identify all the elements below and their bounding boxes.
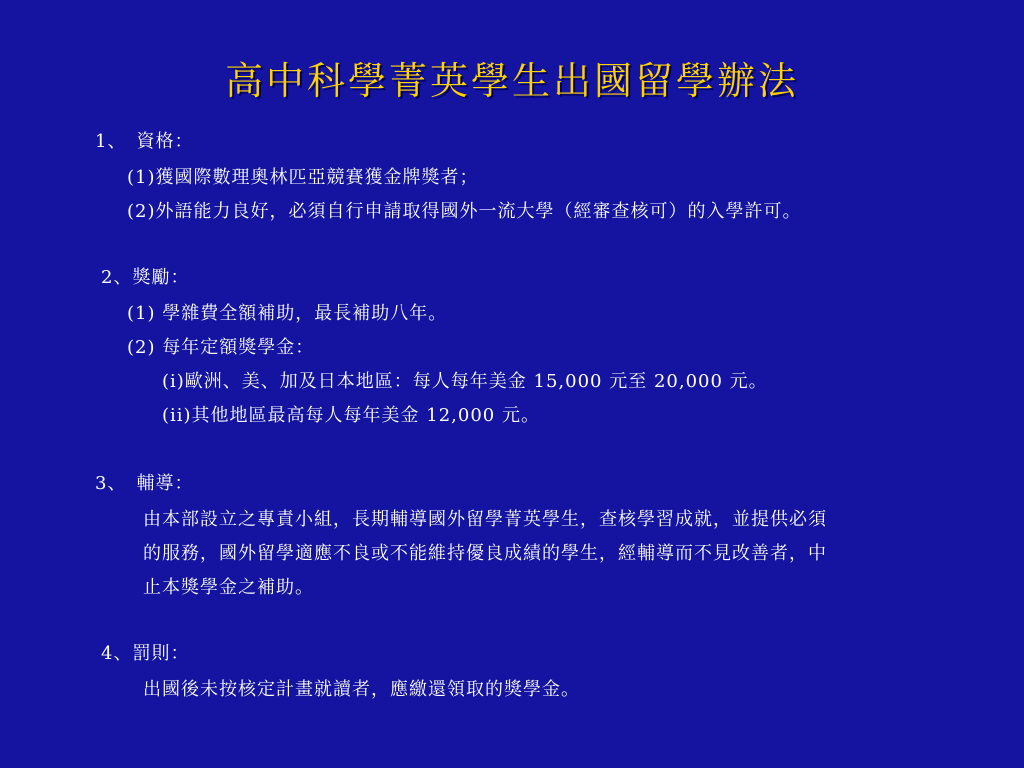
slide-title: 高中科學菁英學生出國留學辦法 — [224, 59, 799, 103]
reward-item: (2) 每年定額獎學金： — [127, 337, 315, 358]
penalty-item: 出國後未按核定計畫就讀者，應繳還領取的獎學金。 — [143, 679, 580, 700]
reward-subitem: (ii)其他地區最高每人每年美金 12,000 元。 — [162, 405, 540, 426]
guidance-paragraph-line: 止本獎學金之補助。 — [143, 577, 314, 598]
section-heading-reward: 2、獎勵： — [101, 267, 190, 288]
qualification-item: (2)外語能力良好，必須自行申請取得國外一流大學（經審查核可）的入學許可。 — [127, 201, 802, 222]
section-heading-qualification: 1、 資格： — [95, 131, 194, 152]
reward-item: (1) 學雜費全額補助，最長補助八年。 — [127, 303, 448, 324]
section-heading-guidance: 3、 輔導： — [95, 473, 194, 494]
guidance-paragraph-line: 由本部設立之專責小組，長期輔導國外留學菁英學生，查核學習成就，並提供必須 — [143, 509, 827, 530]
section-heading-penalty: 4、罰則： — [101, 643, 190, 664]
guidance-paragraph-line: 的服務，國外留學適應不良或不能維持優良成績的學生，經輔導而不見改善者，中 — [143, 543, 827, 564]
reward-subitem: (i)歐洲、美、加及日本地區：每人每年美金 15,000 元至 20,000 元。 — [162, 371, 768, 392]
qualification-item: (1)獲國際數理奧林匹亞競賽獲金牌獎者； — [127, 167, 479, 188]
